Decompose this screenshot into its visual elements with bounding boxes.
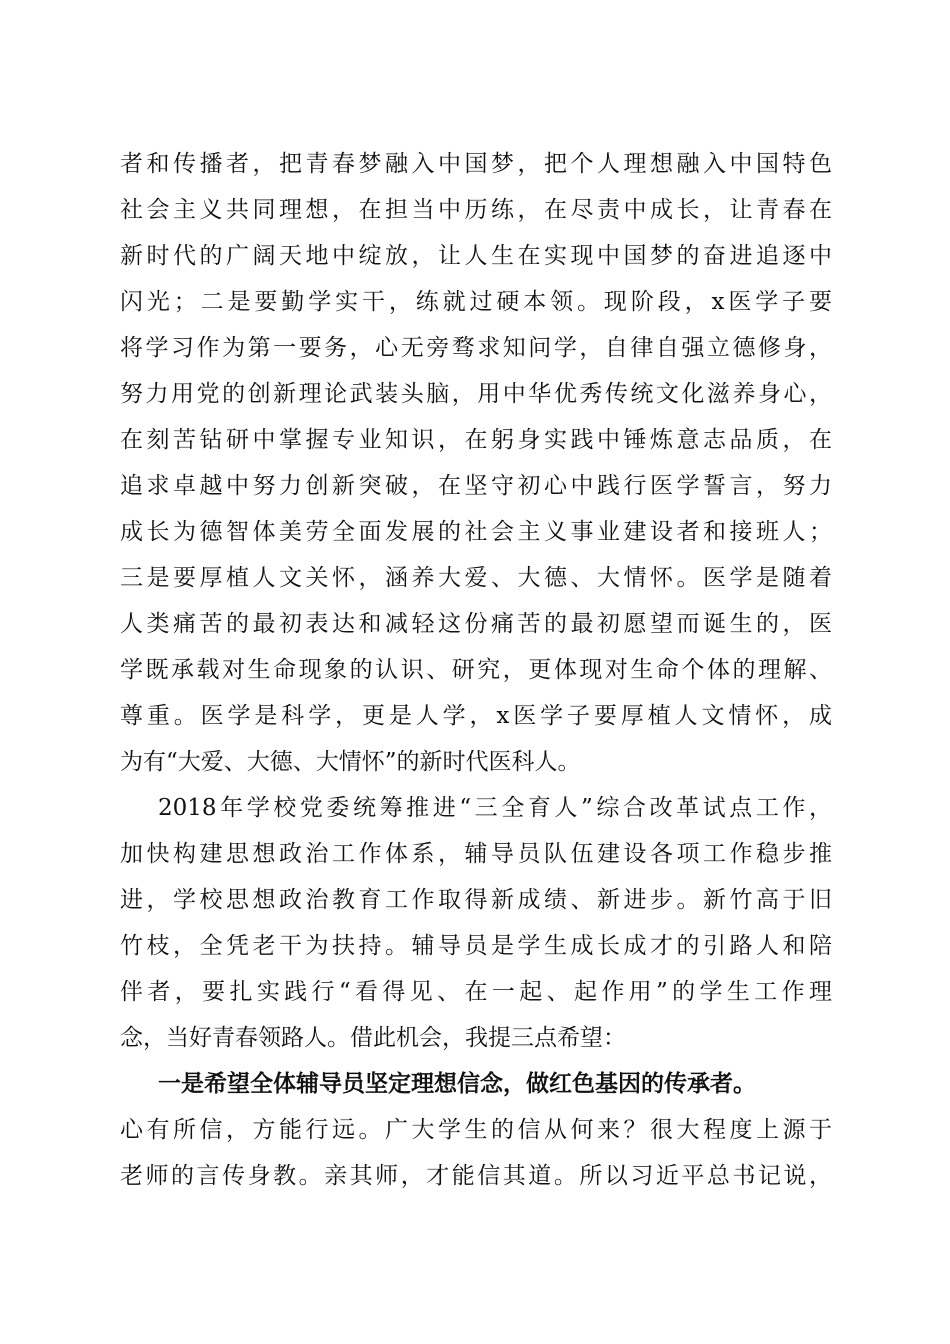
text-line: 者和传播者，把青春梦融入中国梦，把个人理想融入中国特色 xyxy=(120,151,832,177)
text-line: 追求卓越中努力创新突破，在坚守初心中践行医学誓言，努力 xyxy=(120,473,832,499)
paragraph-3 xyxy=(120,1061,832,1199)
text-line: 将学习作为第一要务，心无旁骛求知问学，自律自强立德修身， xyxy=(120,335,832,361)
text-line: 念，当好青春领路人。借此机会，我提三点希望： xyxy=(120,1025,626,1051)
text-line: 人类痛苦的最初表达和减轻这份痛苦的最初愿望而诞生的，医 xyxy=(120,611,832,637)
paragraph-heading: 一是希望全体辅导员坚定理想信念，做红色基因的传承者。 xyxy=(158,1070,756,1097)
text-line: 在刻苦钻研中掌握专业知识，在躬身实践中锤炼意志品质，在 xyxy=(120,427,832,453)
text-line: 努力用党的创新理论武装头脑，用中华优秀传统文化滋养身心， xyxy=(120,381,832,407)
text-line: 加快构建思想政治工作体系，辅导员队伍建设各项工作稳步推 xyxy=(120,841,832,867)
text-line: 社会主义共同理想，在担当中历练，在尽责中成长，让青春在 xyxy=(120,197,832,223)
text-line: 新时代的广阔天地中绽放，让人生在实现中国梦的奋进追逐中 xyxy=(120,243,832,269)
text-line: 竹枝，全凭老干为扶持。辅导员是学生成长成才的引路人和陪 xyxy=(120,933,832,959)
paragraph-1 xyxy=(120,141,832,785)
text-line: 闪光；二是要勤学实干，练就过硬本领。现阶段，x医学子要 xyxy=(120,289,832,315)
body-text xyxy=(120,141,832,1199)
text-line: 心有所信，方能行远。广大学生的信从何来？很大程度上源于 xyxy=(120,1117,832,1143)
text-line: 学既承载对生命现象的认识、研究，更体现对生命个体的理解、 xyxy=(120,657,832,683)
text-line: 伴者，要扎实践行“看得见、在一起、起作用”的学生工作理 xyxy=(120,979,832,1005)
text-line: 为有“大爱、大德、大情怀”的新时代医科人。 xyxy=(120,749,581,775)
text-line: 尊重。医学是科学，更是人学，x医学子要厚植人文情怀，成 xyxy=(120,703,832,729)
text-line: 2018年学校党委统筹推进“三全育人”综合改革试点工作， xyxy=(158,795,832,821)
text-line: 老师的言传身教。亲其师，才能信其道。所以习近平总书记说， xyxy=(120,1163,832,1189)
text-line: 三是要厚植人文关怀，涵养大爱、大德、大情怀。医学是随着 xyxy=(120,565,832,591)
paragraph-2 xyxy=(120,785,832,1061)
text-line: 进，学校思想政治教育工作取得新成绩、新进步。新竹高于旧 xyxy=(120,887,832,913)
text-line: 成长为德智体美劳全面发展的社会主义事业建设者和接班人； xyxy=(120,519,832,545)
